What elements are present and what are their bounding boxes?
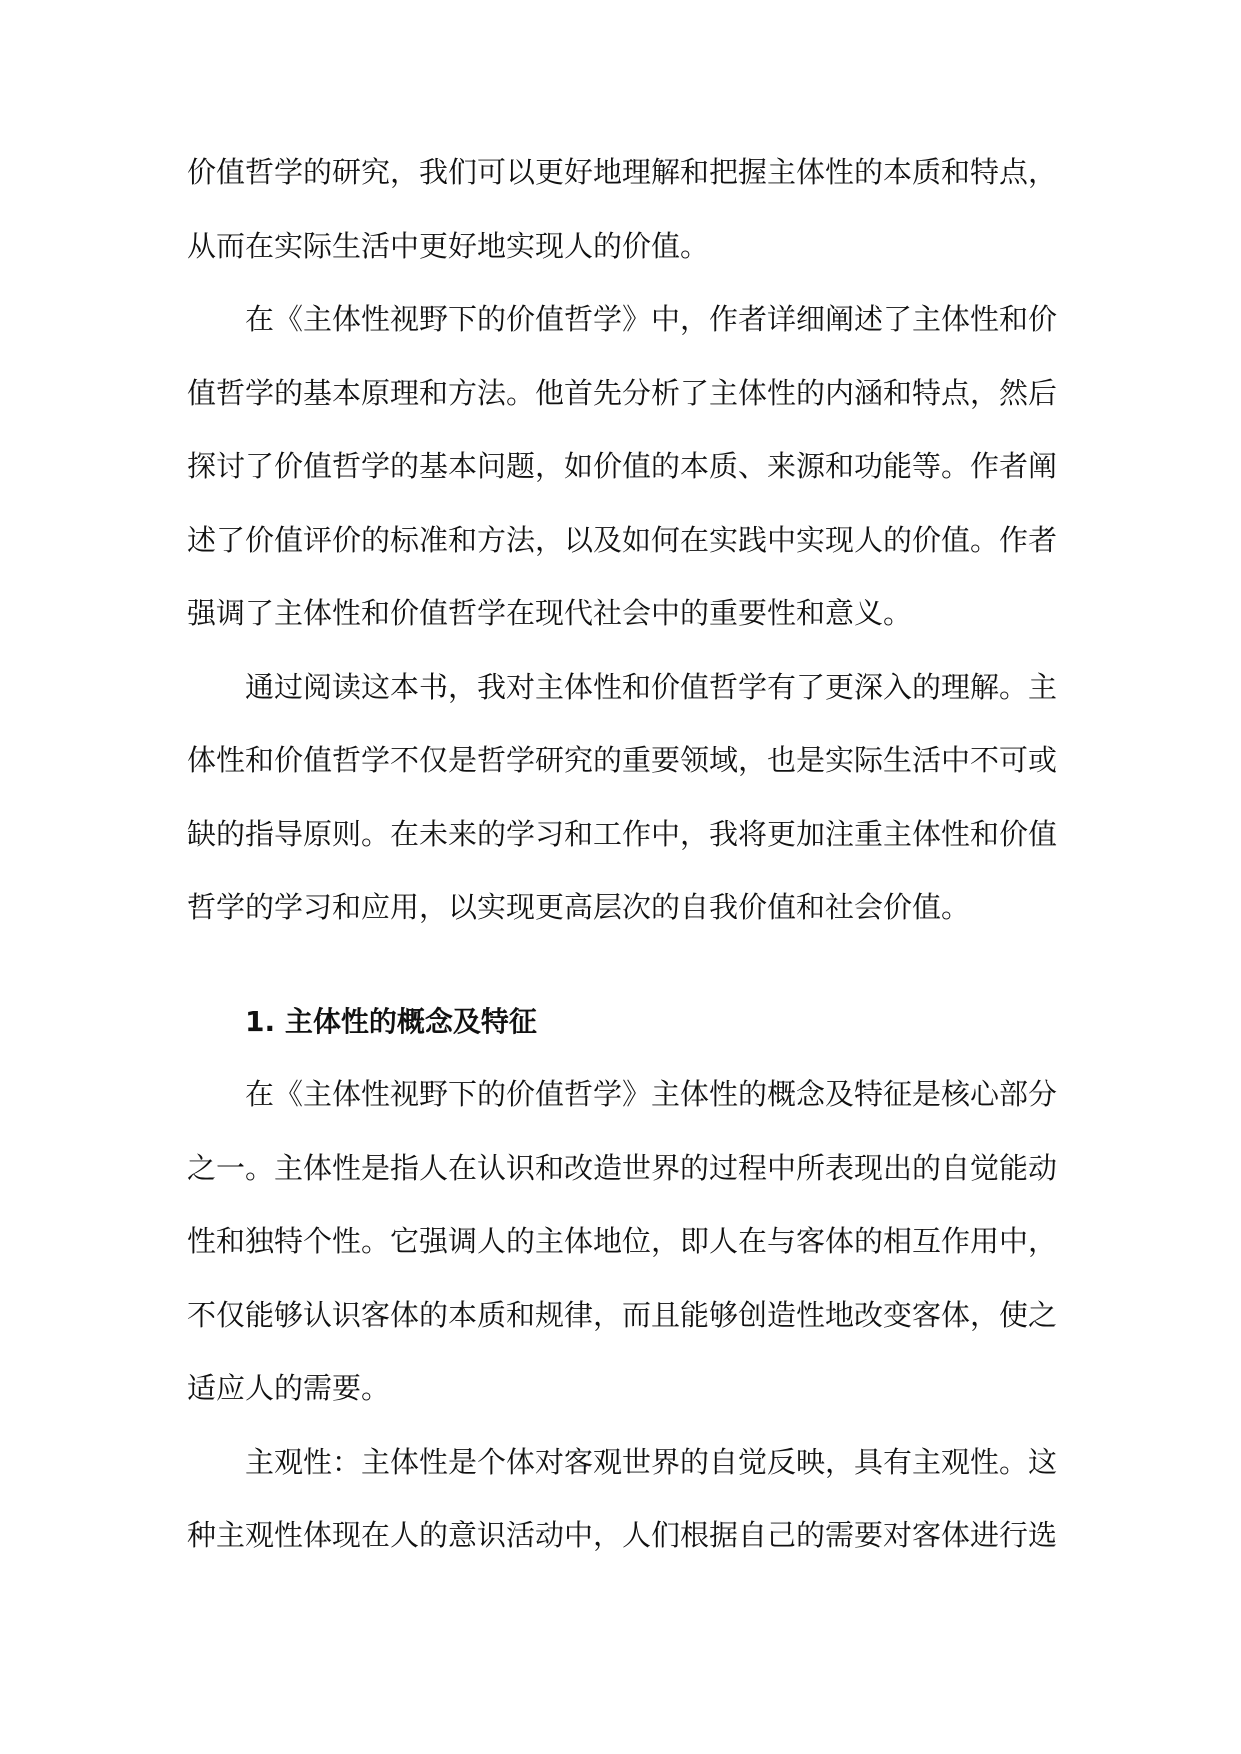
text-line: 不仅能够认识客体的本质和规律，而且能够创造性地改变客体，使之 (187, 1297, 1058, 1332)
text-line: 体性和价值哲学不仅是哲学研究的重要领域，也是实际生活中不可或 (187, 743, 1058, 777)
text-line: 种主观性体现在人的意识活动中，人们根据自己的需要对客体进行选 (187, 1518, 1058, 1552)
paragraph (187, 283, 1057, 651)
text-line: 强调了主体性和价值哲学在现代社会中的重要性和意义。 (187, 596, 913, 630)
section-heading: 1. 主体性的概念及特征 (245, 1004, 537, 1038)
text-line: 主观性：主体性是个体对客观世界的自觉反映，具有主观性。这 (245, 1444, 1058, 1479)
paragraph (187, 1058, 1057, 1426)
text-line: 在《主体性视野下的价值哲学》主体性的概念及特征是核心部分 (245, 1077, 1058, 1111)
text-line: 述了价值评价的标准和方法，以及如何在实践中实现人的价值。作者 (187, 522, 1058, 557)
text-line: 值哲学的基本原理和方法。他首先分析了主体性的内涵和特点，然后 (187, 375, 1058, 410)
text-line: 从而在实际生活中更好地实现人的价值。 (187, 228, 710, 263)
paragraph (187, 1426, 1057, 1573)
paragraph (187, 651, 1057, 945)
text-line: 适应人的需要。 (187, 1371, 391, 1405)
document-body (187, 136, 1057, 1573)
text-line: 哲学的学习和应用，以实现更高层次的自我价值和社会价值。 (187, 890, 971, 924)
paragraph (187, 136, 1057, 283)
text-line: 探讨了价值哲学的基本问题，如价值的本质、来源和功能等。作者阐 (187, 449, 1058, 483)
text-line: 通过阅读这本书，我对主体性和价值哲学有了更深入的理解。主 (245, 669, 1058, 704)
text-line: 在《主体性视野下的价值哲学》中，作者详细阐述了主体性和价 (245, 302, 1058, 336)
text-line: 之一。主体性是指人在认识和改造世界的过程中所表现出的自觉能动 (187, 1150, 1058, 1185)
text-line: 性和独特个性。它强调人的主体地位，即人在与客体的相互作用中， (187, 1224, 1058, 1258)
text-line: 价值哲学的研究，我们可以更好地理解和把握主体性的本质和特点， (187, 155, 1058, 189)
text-line: 缺的指导原则。在未来的学习和工作中，我将更加注重主体性和价值 (187, 816, 1058, 851)
